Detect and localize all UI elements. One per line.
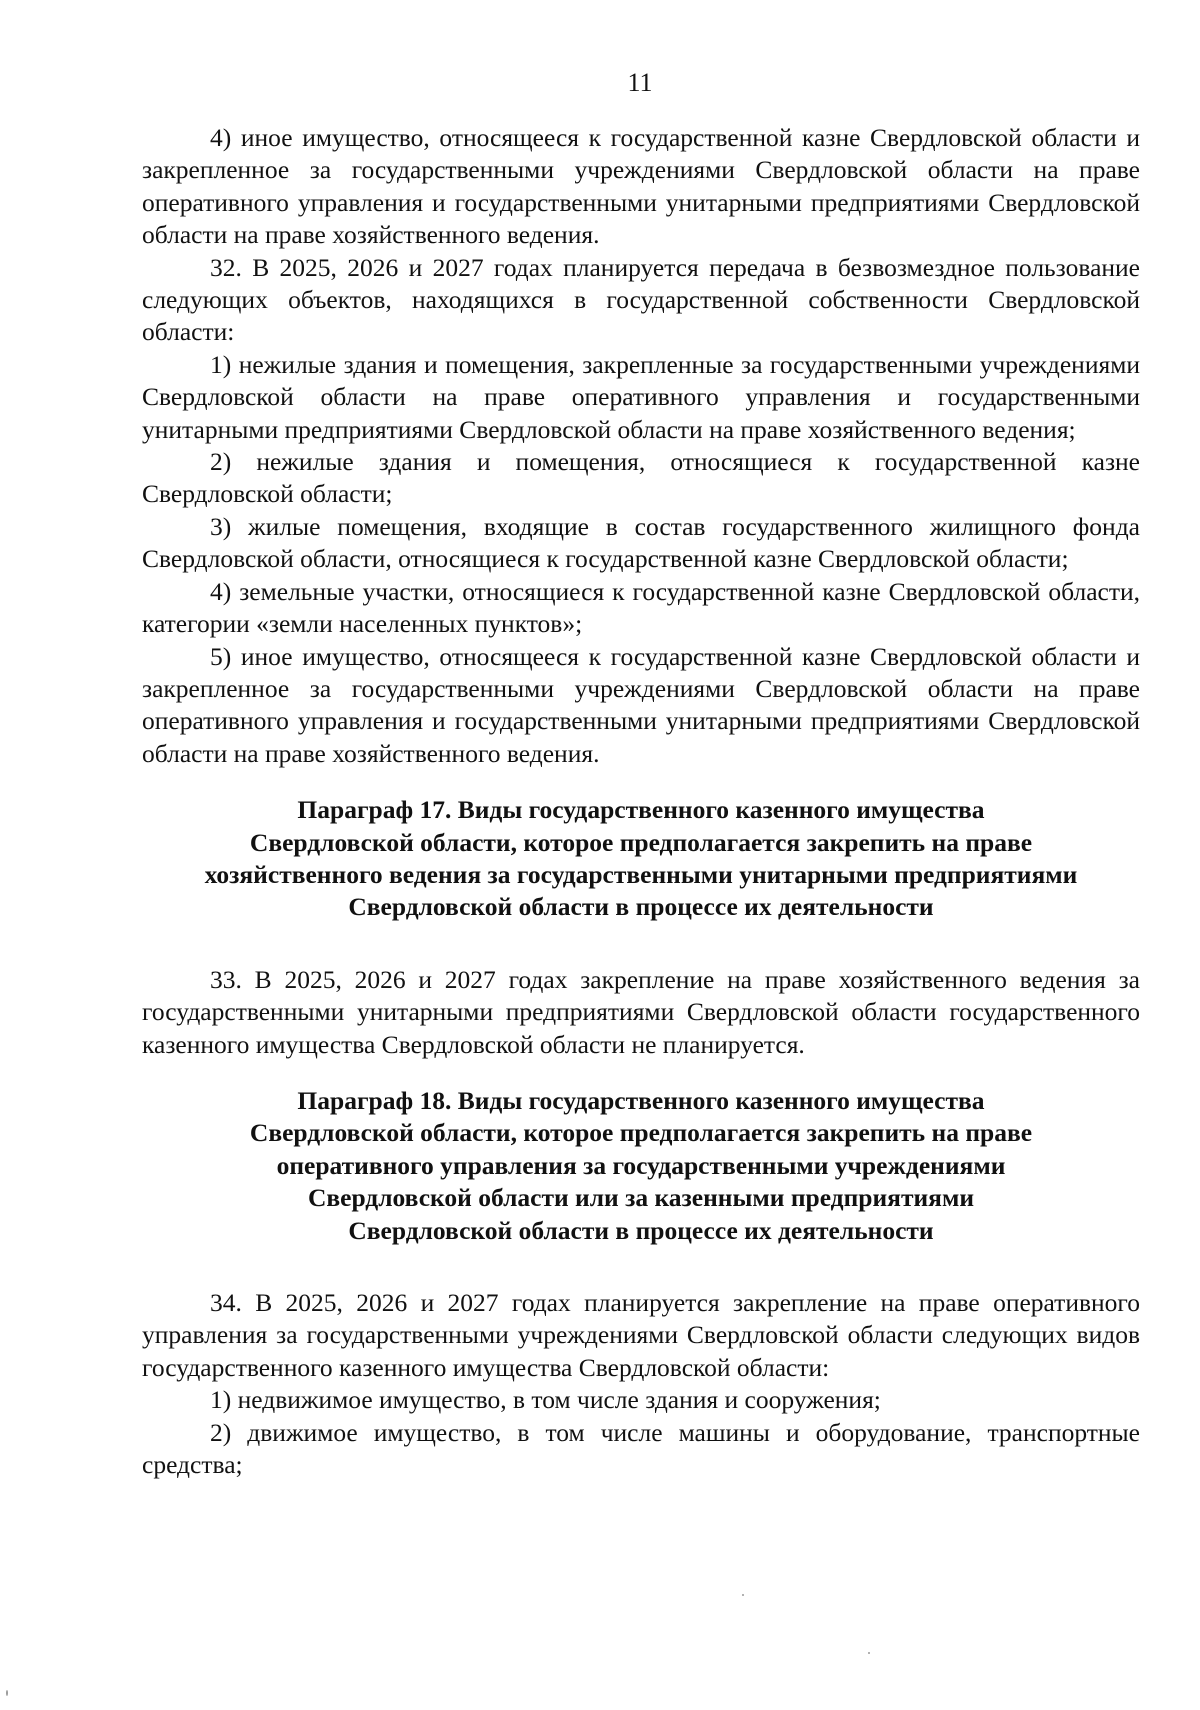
heading-18-line: Свердловской области или за казенными предприятиями (307, 1183, 975, 1213)
heading-18-line: Параграф 18. Виды государственного казенного имущества (297, 1085, 985, 1115)
heading-17-line: хозяйственного ведения за государственными унитарными предприятиями (204, 859, 1078, 889)
heading-18-line: Свердловской области, которое предполагается закрепить на праве (249, 1118, 1033, 1148)
paragraph-item-4: 4) иное имущество, относящееся к государственной казне Свердловской области и закрепленное за государственными учреждениями Свердловской области на праве оперативного управления и государственными унитарными предприятиями Свердловской области на праве хозяйственного ведения. (142, 123, 1140, 250)
section-heading-17 (142, 794, 1140, 924)
document-body (142, 122, 1140, 1481)
paragraph-item-1: 1) нежилые здания и помещения, закрепленные за государственными учреждениями Свердловской области на праве оперативного управления и государственными унитарными предприятиями Свердловской области на праве хозяйственного ведения; (142, 349, 1140, 444)
page-number: 11 (627, 68, 653, 97)
paragraph-32: 32. В 2025, 2026 и 2027 годах планируется передача в безвозмездное пользование следующих объектов, находящихся в государственной собственности Свердловской области: (142, 252, 1140, 347)
paragraph-34: 34. В 2025, 2026 и 2027 годах планируется закрепление на праве оперативного управления за государственными учреждениями Свердловской области следующих видов государственного казенного имущества Свердловской области: (142, 1288, 1140, 1382)
heading-17-line: Свердловской области, которое предполагается закрепить на праве (249, 827, 1033, 857)
heading-18-line: Свердловской области в процессе их деятельности (348, 1215, 934, 1245)
section-heading-18 (142, 1085, 1140, 1247)
scan-speck (868, 1652, 870, 1654)
paragraph-34-item-2: 2) движимое имущество, в том числе машины и оборудование, транспортные средства; (142, 1417, 1140, 1480)
scan-speck (6, 1690, 8, 1696)
heading-17-line: Свердловской области в процессе их деятельности (348, 892, 934, 922)
scan-speck (742, 1594, 744, 1596)
heading-18-line: оперативного управления за государственными учреждениями (276, 1150, 1006, 1180)
paragraph-item-3: 3) жилые помещения, входящие в состав государственного жилищного фонда Свердловской области, относящиеся к государственной казне Свердловской области; (142, 511, 1140, 574)
heading-17-line: Параграф 17. Виды государственного казенного имущества (297, 795, 985, 825)
paragraph-34-item-1: 1) недвижимое имущество, в том числе здания и сооружения; (210, 1385, 881, 1415)
paragraph-item-5: 5) иное имущество, относящееся к государственной казне Свердловской области и закрепленное за государственными учреждениями Свердловской области на праве оперативного управления и государственными унитарными предприятиями Свердловской области на праве хозяйственного ведения. (142, 641, 1140, 768)
paragraph-33: 33. В 2025, 2026 и 2027 годах закрепление на праве хозяйственного ведения за государственными унитарными предприятиями Свердловской области государственного казенного имущества Свердловской области не планируется. (142, 964, 1140, 1059)
paragraph-item-2: 2) нежилые здания и помещения, относящиеся к государственной казне Свердловской области; (142, 447, 1140, 509)
paragraph-item-4b: 4) земельные участки, относящиеся к государственной казне Свердловской области, категории «земли населенных пунктов»; (142, 576, 1140, 639)
